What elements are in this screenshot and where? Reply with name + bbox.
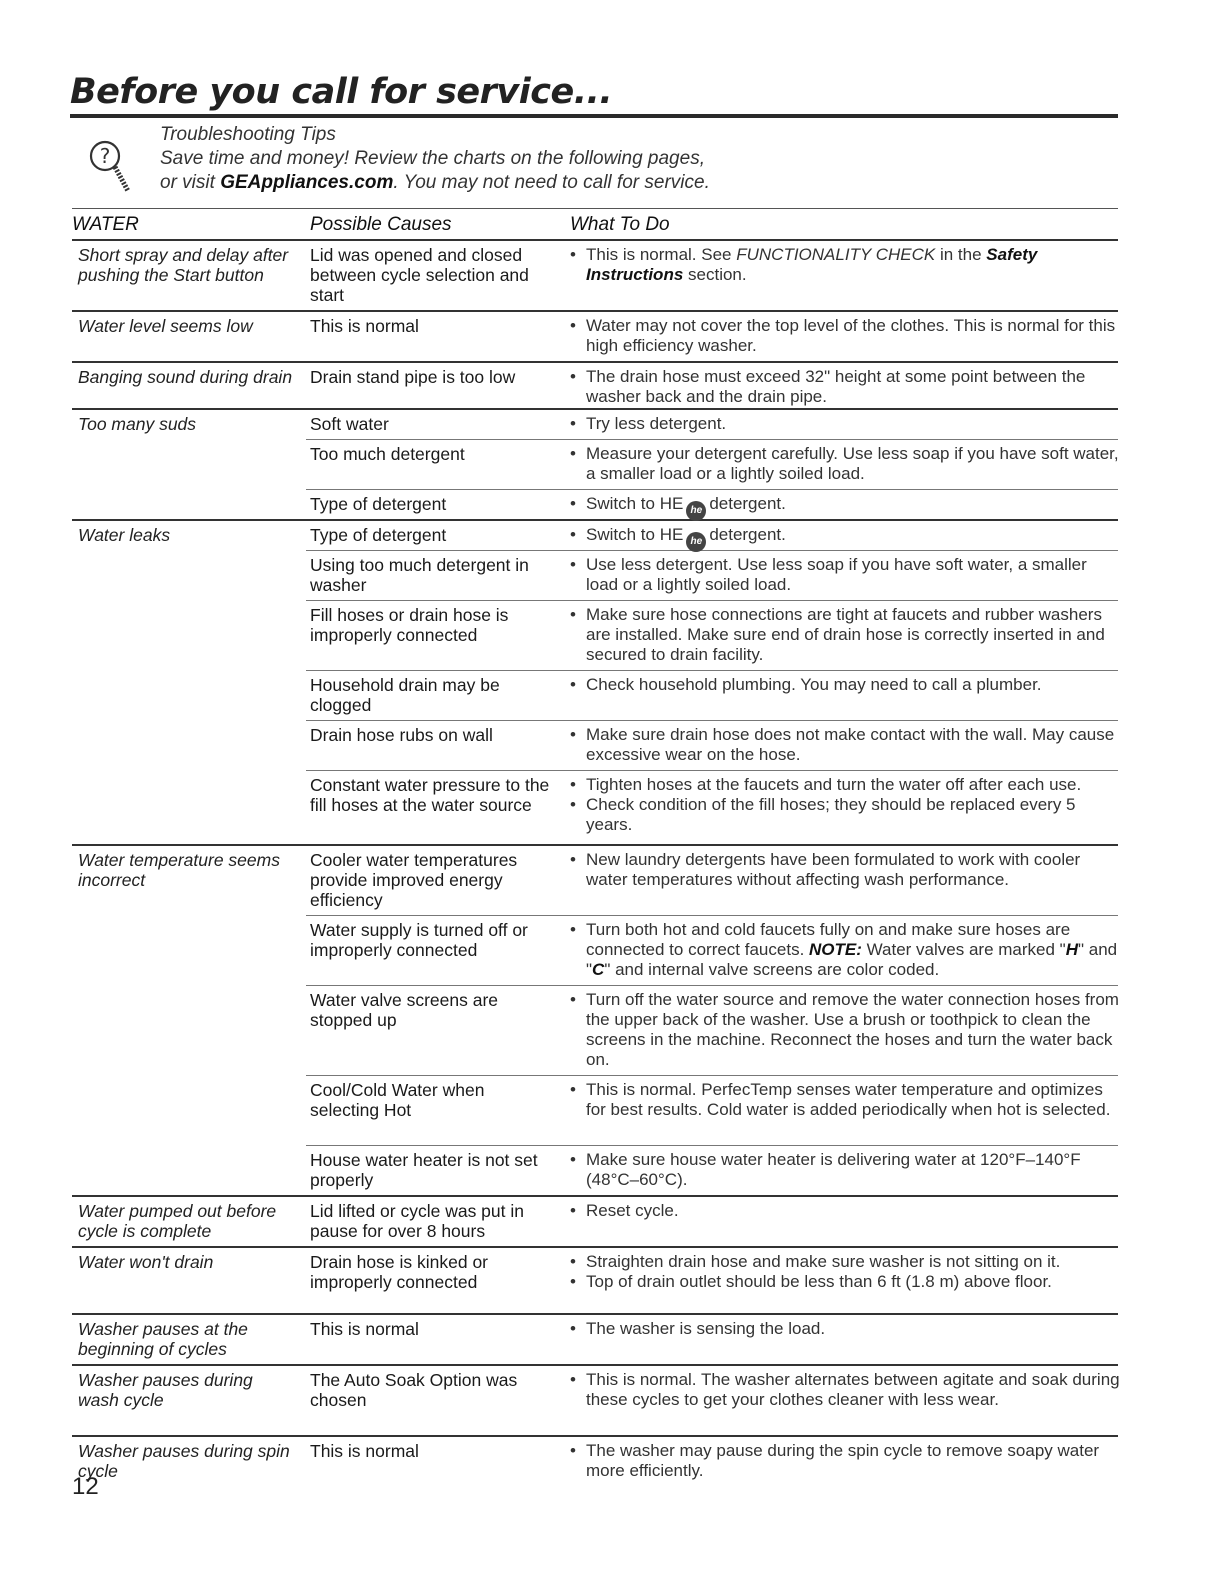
table-row — [72, 521, 1118, 846]
cause-text: House water heater is not set properly — [310, 1150, 538, 1190]
todo-text: • This is normal. See FUNCTIONALITY CHECK in the Safety Instructions section. — [570, 245, 1122, 285]
cause-text: This is normal — [310, 316, 419, 336]
magnifier-question-icon — [88, 139, 130, 195]
page-title: Before you call for service... — [70, 72, 613, 112]
problem-label: Water leaks — [78, 525, 171, 545]
todo-text: • Turn both hot and cold faucets fully on and make sure hoses are connected to correct faucets. NOTE: Water valves are marked "H" and "C" and internal valve screens are color coded. — [570, 920, 1122, 980]
problem-label: Water level seems low — [78, 316, 253, 336]
problem-label: Water temperature seems incorrect — [78, 850, 280, 890]
problem-label: Too many suds — [78, 414, 197, 434]
tips-line-2: or visit GEAppliances.com. You may not need to call for service. — [160, 172, 710, 193]
cause-text: Water valve screens are stopped up — [310, 990, 499, 1030]
cause-text: Water supply is turned off or improperly connected — [310, 920, 528, 960]
todo-text: • Try less detergent. — [570, 414, 1122, 434]
todo-text: • New laundry detergents have been formulated to work with cooler water temperatures without affecting wash performance. — [570, 850, 1122, 890]
cause-text: This is normal — [310, 1441, 419, 1461]
todo-text: • Turn off the water source and remove the water connection hoses from the upper back of the washer. Use a brush or toothpick to clean the screens in the machine. Reconnect the hoses and turn the water back on. — [570, 990, 1122, 1070]
table-row — [72, 363, 1118, 410]
cause-text: The Auto Soak Option was chosen — [310, 1370, 518, 1410]
table-row — [72, 1197, 1118, 1248]
todo-text: • Measure your detergent carefully. Use less soap if you have soft water, a smaller load or a lightly soiled load. — [570, 444, 1122, 484]
svg-text:?: ? — [99, 144, 111, 168]
todo-text: • Tighten hoses at the faucets and turn the water off after each use. • Check condition of the fill hoses; they should be replaced every 5 years. — [570, 775, 1122, 835]
table-row — [72, 846, 1118, 1197]
tips-line-1: Save time and money! Review the charts on the following pages, — [160, 148, 705, 169]
troubleshooting-table — [72, 208, 1118, 1483]
problem-label: Washer pauses during spin cycle — [78, 1441, 290, 1481]
todo-text: • The washer may pause during the spin cycle to remove soapy water more efficiently. — [570, 1441, 1122, 1481]
table-row — [72, 1437, 1118, 1483]
cause-text: Drain hose is kinked or improperly connected — [310, 1252, 488, 1292]
todo-text: • Use less detergent. Use less soap if you have soft water, a smaller load or a lightly soiled load. — [570, 555, 1122, 595]
todo-text: • Switch to HE he detergent. — [570, 525, 1122, 552]
problem-label: Banging sound during drain — [78, 367, 293, 387]
table-row — [72, 410, 1118, 521]
column-header-causes: Possible Causes — [310, 214, 452, 235]
cause-text: Type of detergent — [310, 494, 447, 514]
problem-label: Water won't drain — [78, 1252, 214, 1272]
cause-text: Lid lifted or cycle was put in pause for over 8 hours — [310, 1201, 524, 1241]
todo-text: • Switch to HE he detergent. — [570, 494, 1122, 521]
todo-text: • Make sure hose connections are tight at faucets and rubber washers are installed. Make sure end of drain hose is correctly inserted in and secured to drain facility. — [570, 605, 1122, 665]
column-header-todo: What To Do — [570, 214, 670, 235]
todo-text: • Make sure drain hose does not make contact with the wall. May cause excessive wear on the hose. — [570, 725, 1122, 765]
cause-text: Using too much detergent in washer — [310, 555, 529, 595]
table-row — [72, 1248, 1118, 1315]
table-row — [72, 1315, 1118, 1366]
todo-text: • Make sure house water heater is delivering water at 120°F–140°F (48°C–60°C). — [570, 1150, 1122, 1190]
problem-label: Washer pauses during wash cycle — [78, 1370, 253, 1410]
todo-text: • Straighten drain hose and make sure washer is not sitting on it. • Top of drain outlet should be less than 6 ft (1.8 m) above floor. — [570, 1252, 1122, 1292]
cause-text: Too much detergent — [310, 444, 465, 464]
cause-text: Type of detergent — [310, 525, 447, 545]
cause-text: Constant water pressure to the fill hoses at the water source — [310, 775, 550, 815]
problem-label: Short spray and delay after pushing the Start button — [78, 245, 289, 285]
title-rule — [70, 114, 1118, 118]
cause-text: Household drain may be clogged — [310, 675, 500, 715]
todo-text: • This is normal. The washer alternates between agitate and soak during these cycles to get your clothes cleaner with less wear. — [570, 1370, 1122, 1410]
cause-text: Drain stand pipe is too low — [310, 367, 516, 387]
table-header — [72, 208, 1118, 241]
website-link[interactable]: GEAppliances.com — [220, 172, 394, 193]
todo-text: • Water may not cover the top level of the clothes. This is normal for this high efficiency washer. — [570, 316, 1122, 356]
todo-text: • The drain hose must exceed 32" height at some point between the washer back and the drain pipe. — [570, 367, 1122, 407]
table-row — [72, 1366, 1118, 1437]
todo-text: • The washer is sensing the load. — [570, 1319, 1122, 1339]
cause-text: Soft water — [310, 414, 389, 434]
table-row — [72, 312, 1118, 363]
cause-text: Fill hoses or drain hose is improperly connected — [310, 605, 509, 645]
todo-text: • Check household plumbing. You may need to call a plumber. — [570, 675, 1122, 695]
he-logo-icon: he — [686, 501, 706, 521]
page-number: 12 — [72, 1473, 99, 1500]
tips-heading: Troubleshooting Tips — [160, 124, 336, 145]
he-logo-icon: he — [686, 532, 706, 552]
table-row — [72, 241, 1118, 312]
column-header-problem: WATER — [72, 214, 139, 235]
todo-text: • Reset cycle. — [570, 1201, 1122, 1221]
problem-label: Water pumped out before cycle is complete — [78, 1201, 277, 1241]
cause-text: Cool/Cold Water when selecting Hot — [310, 1080, 485, 1120]
todo-text: • This is normal. PerfecTemp senses water temperature and optimizes for best results. Cold water is added periodically when hot is selected. — [570, 1080, 1122, 1120]
cause-text: Drain hose rubs on wall — [310, 725, 493, 745]
cause-text: This is normal — [310, 1319, 419, 1339]
cause-text: Cooler water temperatures provide improved energy efficiency — [310, 850, 518, 910]
cause-text: Lid was opened and closed between cycle selection and start — [310, 245, 529, 305]
problem-label: Washer pauses at the beginning of cycles — [78, 1319, 248, 1359]
